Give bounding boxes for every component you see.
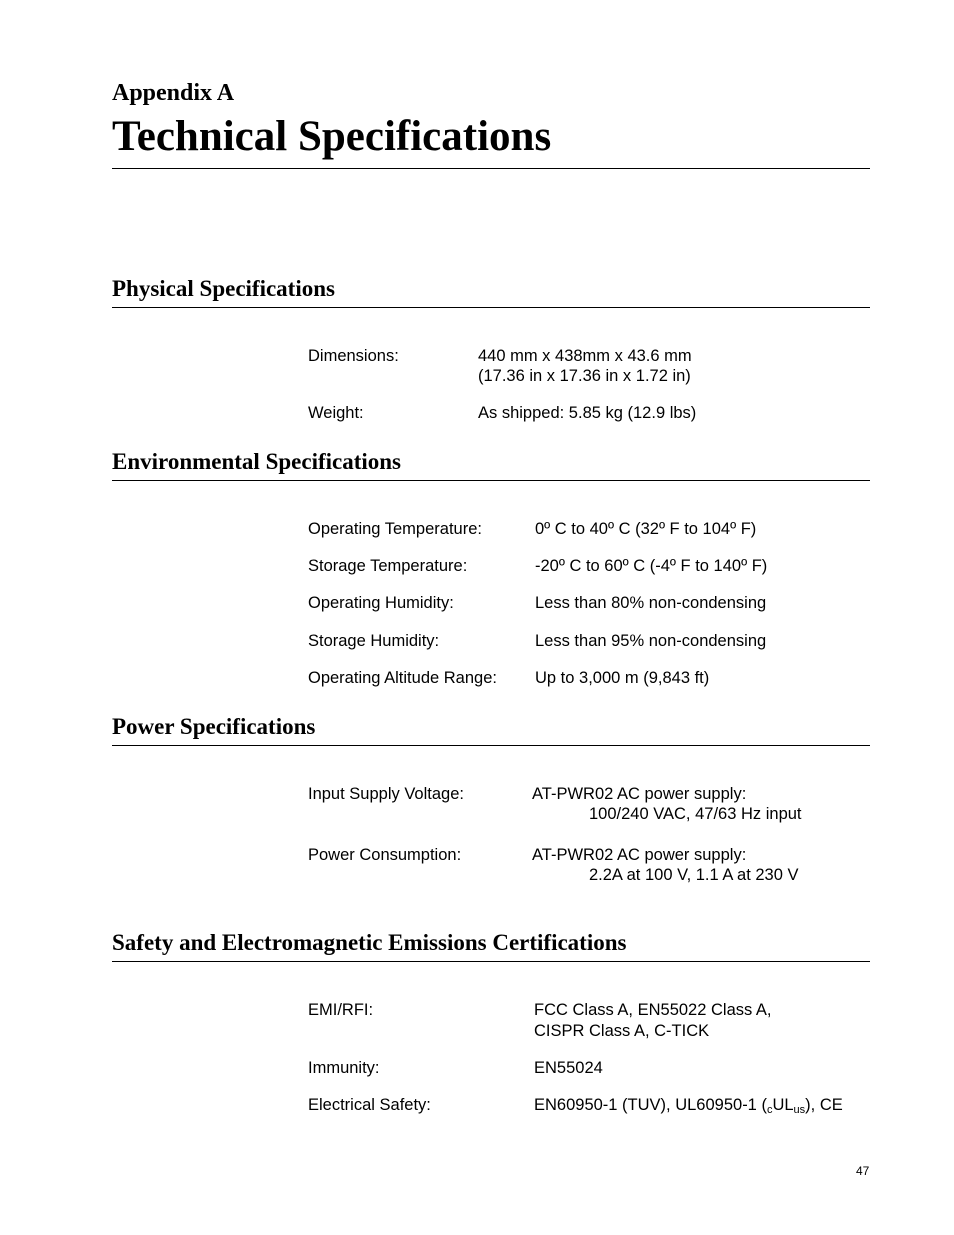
input-voltage-label: Input Supply Voltage: (308, 785, 464, 803)
power-consumption-value: AT-PWR02 AC power supply: (532, 846, 747, 864)
environmental-rule (112, 480, 870, 481)
environmental-heading: Environmental Specifications (112, 449, 402, 474)
weight-label: Weight: (308, 404, 364, 422)
emi-value-cont: CISPR Class A, C-TICK (534, 1022, 710, 1040)
env-row-value: -20º C to 60º C (-4º F to 140º F) (535, 557, 768, 575)
safety-heading: Safety and Electromagnetic Emissions Certifications (112, 930, 627, 955)
emi-label: EMI/RFI: (308, 1001, 374, 1019)
dimensions-value-imperial: (17.36 in x 17.36 in x 1.72 in) (478, 367, 691, 385)
dimensions-value-metric: 440 mm x 438mm x 43.6 mm (478, 347, 692, 365)
env-row-value: Less than 95% non-condensing (535, 632, 767, 650)
page-title: Technical Specifications (112, 113, 552, 160)
env-row-label: Operating Altitude Range: (308, 669, 497, 687)
power-consumption-detail: 2.2A at 100 V, 1.1 A at 230 V (589, 866, 799, 884)
emi-value: FCC Class A, EN55022 Class A, (534, 1001, 772, 1019)
input-voltage-value: AT-PWR02 AC power supply: (532, 785, 747, 803)
env-row-label: Storage Temperature: (308, 557, 468, 575)
env-row-value: Less than 80% non-condensing (535, 594, 767, 612)
power-consumption-label: Power Consumption: (308, 846, 462, 864)
electrical-safety-value (534, 1096, 843, 1115)
electrical-sub-us: us (793, 1104, 806, 1116)
power-heading: Power Specifications (112, 714, 316, 739)
safety-rule (112, 961, 870, 962)
env-row-label: Operating Temperature: (308, 520, 482, 538)
electrical-sub-c: c (766, 1104, 773, 1116)
electrical-safety-label: Electrical Safety: (308, 1096, 431, 1114)
electrical-prefix: EN60950-1 (TUV), UL60950-1 ( (534, 1096, 767, 1114)
electrical-ul: UL (772, 1096, 794, 1114)
physical-heading: Physical Specifications (112, 276, 335, 301)
env-row-value: Up to 3,000 m (9,843 ft) (535, 669, 710, 687)
title-rule (112, 168, 870, 169)
physical-rule (112, 307, 870, 308)
env-row-label: Operating Humidity: (308, 594, 454, 612)
immunity-value: EN55024 (534, 1059, 603, 1077)
power-rule (112, 745, 870, 746)
immunity-label: Immunity: (308, 1059, 380, 1077)
page-number: 47 (856, 1164, 870, 1178)
electrical-suffix: ), CE (805, 1096, 843, 1114)
env-row-value: 0º C to 40º C (32º F to 104º F) (535, 520, 757, 538)
weight-value: As shipped: 5.85 kg (12.9 lbs) (478, 404, 697, 422)
dimensions-label: Dimensions: (308, 347, 399, 365)
env-row-label: Storage Humidity: (308, 632, 440, 650)
appendix-label: Appendix A (112, 80, 235, 106)
input-voltage-detail: 100/240 VAC, 47/63 Hz input (589, 805, 802, 823)
